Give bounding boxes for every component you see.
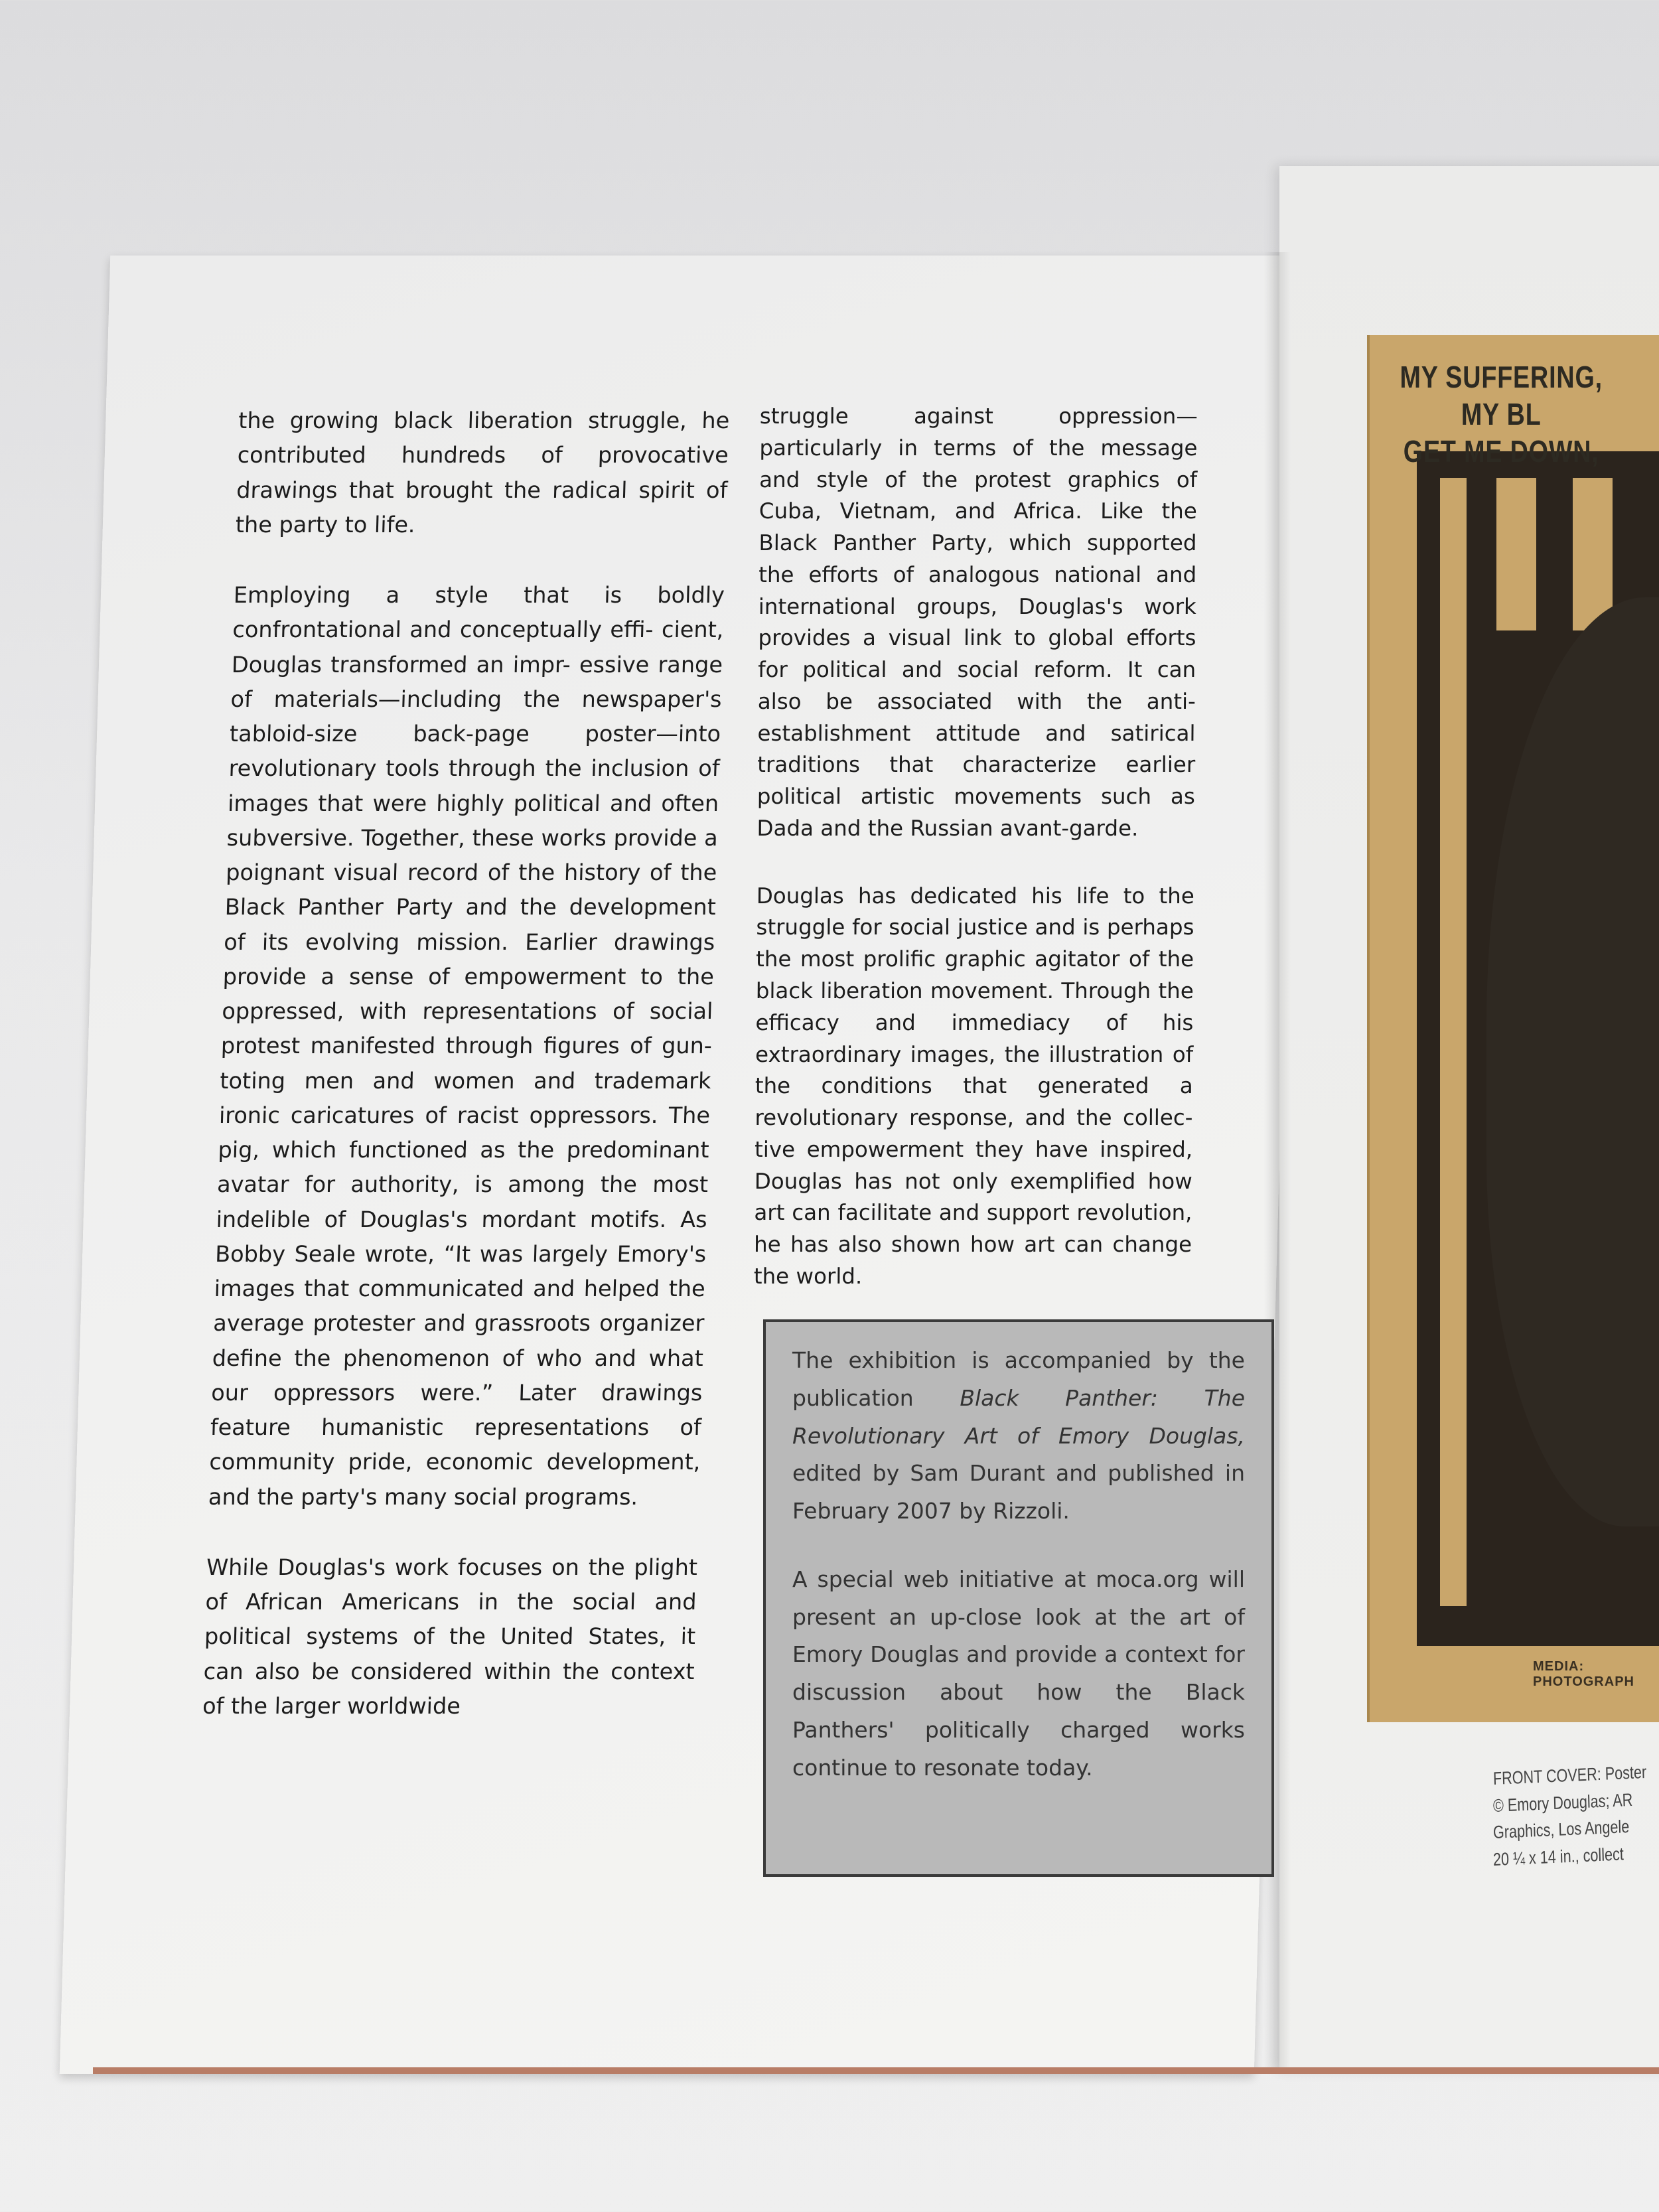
poster-bar — [1573, 478, 1613, 630]
cover-edge — [93, 2067, 1659, 2074]
paragraph: the growing black liberation struggle, he contributed hundreds of provocative drawings that brought the radical spirit of the party to life. — [235, 407, 730, 538]
paragraph: Douglas has dedicated his life to the struggle for social justice and is perhaps the most prolific graphic agitator of the black liberation movement. Through the efficacy and immediacy of his extraordinary images, the illustration of the conditions that generated a revolutionary response, and the collec- tive empowerment they have inspired, Douglas has not only exemplified how art can facilitate and support revolution, he has also shown how art can change the world. — [753, 883, 1194, 1289]
caption-line: 20 ¼ x 14 in., collect — [1492, 1843, 1624, 1870]
left-text-column — [201, 404, 730, 1759]
caption-line: FRONT COVER: Poster — [1492, 1761, 1647, 1789]
publication-note — [792, 1342, 1245, 1530]
right-text-column — [753, 401, 1198, 1329]
poster-bar — [1496, 478, 1536, 630]
poster-bar — [1440, 478, 1467, 1606]
book-title: Black Panther: The Revolutionary Art of Emory Douglas, — [792, 1384, 1245, 1449]
web-initiative-note: A special web initiative at moca.org will present an up-close look at the art of Emory Douglas and provide a context for discussion about how the Black Panthers' politically charged works continue to resonate today. — [792, 1566, 1245, 1781]
paragraph: Employing a style that is boldly confrontational and conceptually effi- cient, Douglas transformed an impr- essive range of materials—including the newspaper's tabloid-size back-page poster—into revolutionary tools through the inclusion of images that were highly political and often subversive. Together, these works provide a poignant visual record of the history of the Black Panther Party and the development of its evolving mission. Earlier drawings provide a sense of empowerment to the oppressed, with representations of social protest manifested through figures of gun-toting men and women and trademark ironic caricatures of racist oppressors. The pig, which functioned as the predominant avatar for authority, is among the most indelible of Douglas's mordant motifs. As Bobby Seale wrote, “It was largely Emory's images that communicated and helped the average protester and grassroots organizer define the phenomenon of who and what our oppressors were.” Later drawings feature humanistic representations of community pride, economic development, and the party's many social programs. — [208, 582, 725, 1510]
poster-headline-line: GET ME DOWN, — [1403, 434, 1599, 469]
publication-info-box — [763, 1319, 1274, 1877]
poster-headline-line: MY SUFFERING, MY BL — [1400, 360, 1603, 432]
publication-note-text: edited by Sam Durant and published in February 2007 by Rizzoli. — [792, 1460, 1245, 1524]
caption-line: © Emory Douglas; AR — [1492, 1789, 1633, 1816]
poster-credit: MEDIA: PHOTOGRAPH — [1533, 1659, 1634, 1689]
caption-line: Graphics, Los Angele — [1492, 1816, 1630, 1842]
cover-caption — [1492, 1761, 1652, 1873]
poster-headline — [1387, 358, 1615, 470]
paragraph: struggle against oppression—particularly in terms of the message and style of the protest graphics of Cuba, Vietnam, and Africa. Like the Black Panther Party, which supported the efforts of analogous national and international groups, Douglas's work provides a visual link to global efforts for political and social reform. It can also be associated with the anti-establishment attitude and satirical traditions that characterize earlier political artistic movements such as Dada and the Russian avant-garde. — [757, 404, 1198, 841]
publication-note-text: The exhibition is accompanied by the publication — [792, 1347, 1245, 1411]
paragraph: While Douglas's work focuses on the plight of African Americans in the social and political systems of the United States, it can also be considered within the context of the larger worldwide — [202, 1554, 698, 1719]
